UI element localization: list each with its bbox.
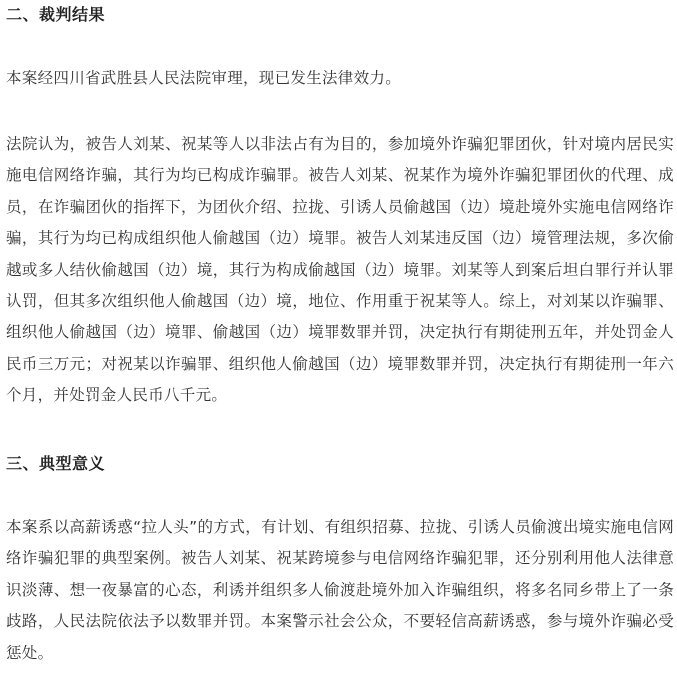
- paragraph-significance: 本案系以高薪诱惑“拉人头”的方式，有计划、有组织招募、拉拢、引诱人员偷渡出境实施电信网络诈骗犯罪的典型案例。被告人刘某、祝某跨境参与电信网络诈骗犯罪，还分别利用他人法律意识淡薄、想一夜暴富的心态，利诱并组织多人偷渡赴境外加入诈骗组织，将多名同乡带上了一条歧路，人民法院依法予以数罪并罚。本案警示社会公众，不要轻信高薪诱惑，参与境外诈骗必受惩处。: [6, 518, 674, 662]
- section-heading-typical-significance: 三、典型意义: [6, 454, 106, 473]
- section-heading-judgment-result: 二、裁判结果: [6, 5, 106, 24]
- paragraph-trial-status: 本案经四川省武胜县人民法院审理，现已发生法律效力。: [6, 69, 402, 87]
- paragraph-court-opinion: 法院认为，被告人刘某、祝某等人以非法占有为目的，参加境外诈骗犯罪团伙，针对境内居民实施电信网络诈骗，其行为均已构成诈骗罪。被告人刘某、祝某作为境外诈骗犯罪团伙的代理、成员，在诈骗团伙的指挥下，为团伙介绍、拉拢、引诱人员偷越国（边）境赴境外实施电信网络诈骗，其行为均已构成组织他人偷越国（边）境罪。被告人刘某违反国（边）境管理法规，多次偷越或多人结伙偷越国（边）境，其行为构成偷越国（边）境罪。刘某等人到案后坦白罪行并认罪认罚，但其多次组织他人偷越国（边）境，地位、作用重于祝某等人。综上，对刘某以诈骗罪、组织他人偷越国（边）境罪、偷越国（边）境罪数罪并罚，决定执行有期徒刑五年，并处罚金人民币三万元；对祝某以诈骗罪、组织他人偷越国（边）境罪数罪并罚，决定执行有期徒刑一年六个月，并处罚金人民币八千元。: [6, 135, 674, 405]
